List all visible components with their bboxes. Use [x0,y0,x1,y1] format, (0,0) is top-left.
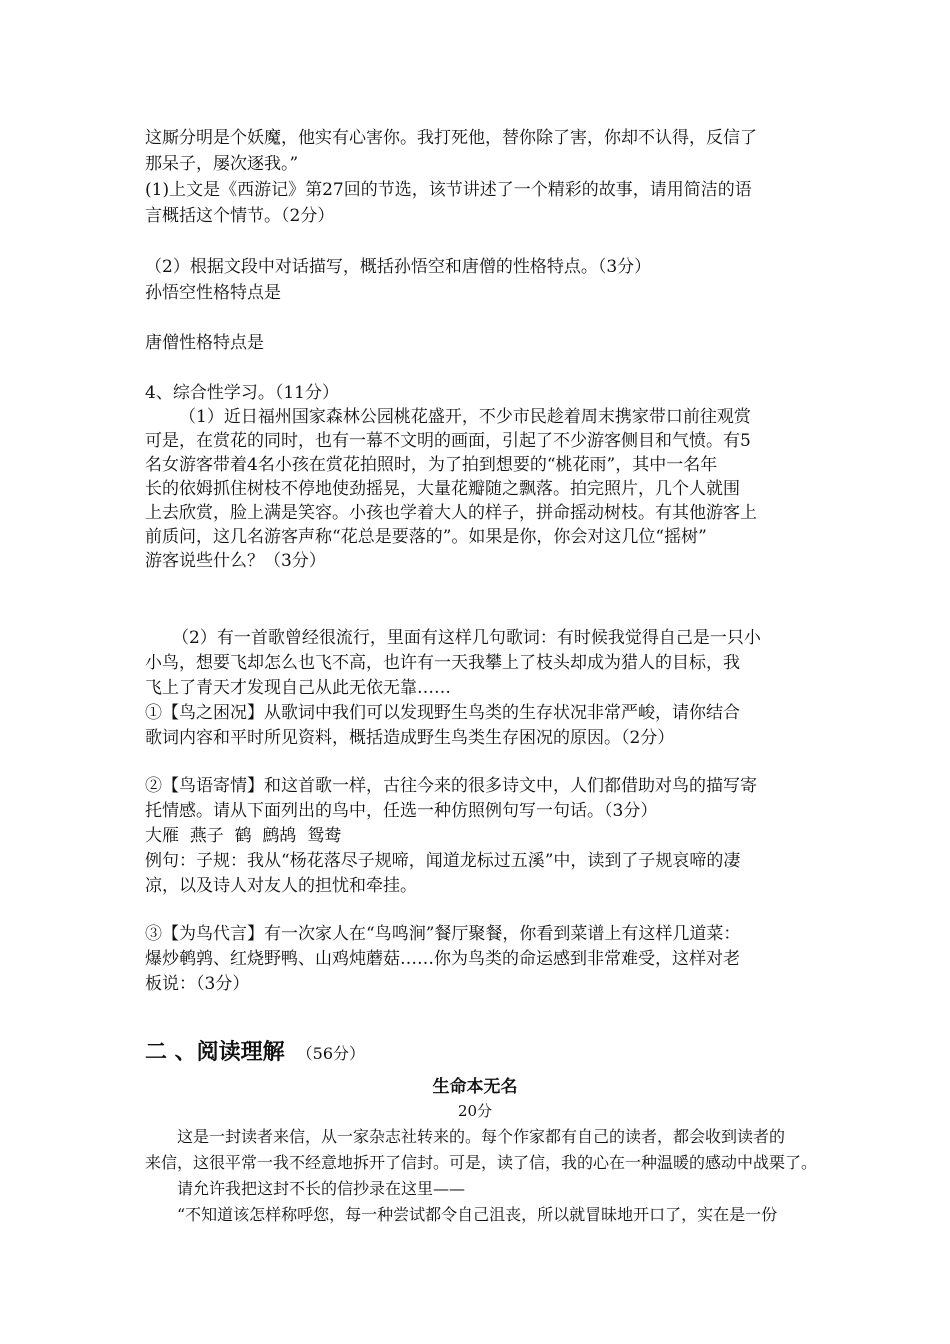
article-score: 20分 [457,1102,493,1120]
bird-list: 大雁 燕子 鹤 鹧鸪 鸳鸯 [145,826,342,846]
question-4-1-line: （1）近日福州国家森林公园桃花盛开，不少市民趁着周末携家带口前往观赏 [179,407,751,427]
question-4-1-line: 长的依姆抓住树枝不停地使劲摇晃，大量花瓣随之飘落。拍完照片，几个人就围 [145,479,740,499]
question-4-1-line: 前质问，这几名游客声称“花总是要落的”。如果是你，你会对这几位“摇树” [145,527,707,547]
question-4-2-item3: 板说：（3分） [145,974,250,994]
answer-prompt-sunwukong: 孙悟空性格特点是 [145,283,281,303]
text-line: 那呆子，屡次逐我。” [145,154,299,174]
text-line: 这厮分明是个妖魔，他实有心害你。我打死他，替你除了害，你却不认得，反信了 [145,128,757,148]
article-paragraph: 来信，这很平常一我不经意地拆开了信封。可是，读了信，我的心在一种温暖的感动中战栗了。 [145,1153,818,1172]
question-3-1-cont: 言概括这个情节。（2分） [145,206,335,226]
question-4-1-line: 游客说些什么？（3分） [145,551,326,571]
question-3-2: （2）根据文段中对话描写，概括孙悟空和唐僧的性格特点。（3分） [145,257,652,277]
question-4-2-line: 飞上了青天才发现自己从此无依无靠…… [145,678,451,698]
question-4-1-line: 上去欣赏，脸上满是笑容。小孩也学着大人的样子，拼命摇动树枝。有其他游客上 [145,503,757,523]
question-3-1: (1)上文是《西游记》第27回的节选，该节讲述了一个精彩的故事，请用简洁的语 [145,180,752,200]
question-4-2-item1: 歌词内容和平时所见资料，概括造成野生鸟类生存困况的原因。（2分） [145,728,675,748]
question-4-2-item1: ①【鸟之困况】从歌词中我们可以发现野生鸟类的生存状况非常严峻，请你结合 [145,703,740,723]
answer-prompt-tangseng: 唐僧性格特点是 [145,333,264,353]
article-paragraph: 这是一封读者来信，从一家杂志社转来的。每个作家都有自己的读者，都会收到读者的 [177,1127,786,1146]
question-4-title: 4、综合性学习。（11分） [145,383,339,403]
example-sentence: 凉，以及诗人对友人的担忧和牵挂。 [145,876,417,896]
question-4-2-item3: 爆炒鹌鹑、红烧野鸭、山鸡炖蘑菇……你为鸟类的命运感到非常难受，这样对老 [145,949,740,969]
article-paragraph: “不知道该怎样称呼您，每一种尝试都令自己沮丧，所以就冒昧地开口了，实在是一份 [177,1205,778,1224]
question-4-2-item2: 托情感。请从下面列出的鸟中，任选一种仿照例句写一句话。（3分） [145,801,658,821]
question-4-1-line: 名女游客带着4名小孩在赏花拍照时，为了拍到想要的“桃花雨”，其中一名年 [145,455,718,475]
article-paragraph: 请允许我把这封不长的信抄录在这里—— [177,1179,466,1198]
example-sentence: 例句：子规：我从“杨花落尽子规啼，闻道龙标过五溪”中，读到了子规哀啼的凄 [145,851,741,871]
section-heading-text: 二 、阅读理解 [145,1040,285,1065]
section-score: （56分） [296,1044,366,1063]
article-title: 生命本无名 [432,1077,518,1097]
question-4-2-line: （2）有一首歌曾经很流行，里面有这样几句歌词：有时候我觉得自己是一只小 [172,628,761,648]
section-heading [145,1035,365,1066]
question-4-2-line: 小鸟，想要飞却怎么也飞不高，也许有一天我攀上了枝头却成为猎人的目标，我 [145,653,740,673]
question-4-2-item3: ③【为鸟代言】有一次家人在“鸟鸣涧”餐厅聚餐，你看到菜谱上有这样几道菜： [145,924,741,944]
question-4-1-line: 可是，在赏花的同时，也有一幕不文明的画面，引起了不少游客侧目和气愤。有5 [145,431,751,451]
question-4-2-item2: ②【鸟语寄情】和这首歌一样，古往今来的很多诗文中，人们都借助对鸟的描写寄 [145,776,757,796]
